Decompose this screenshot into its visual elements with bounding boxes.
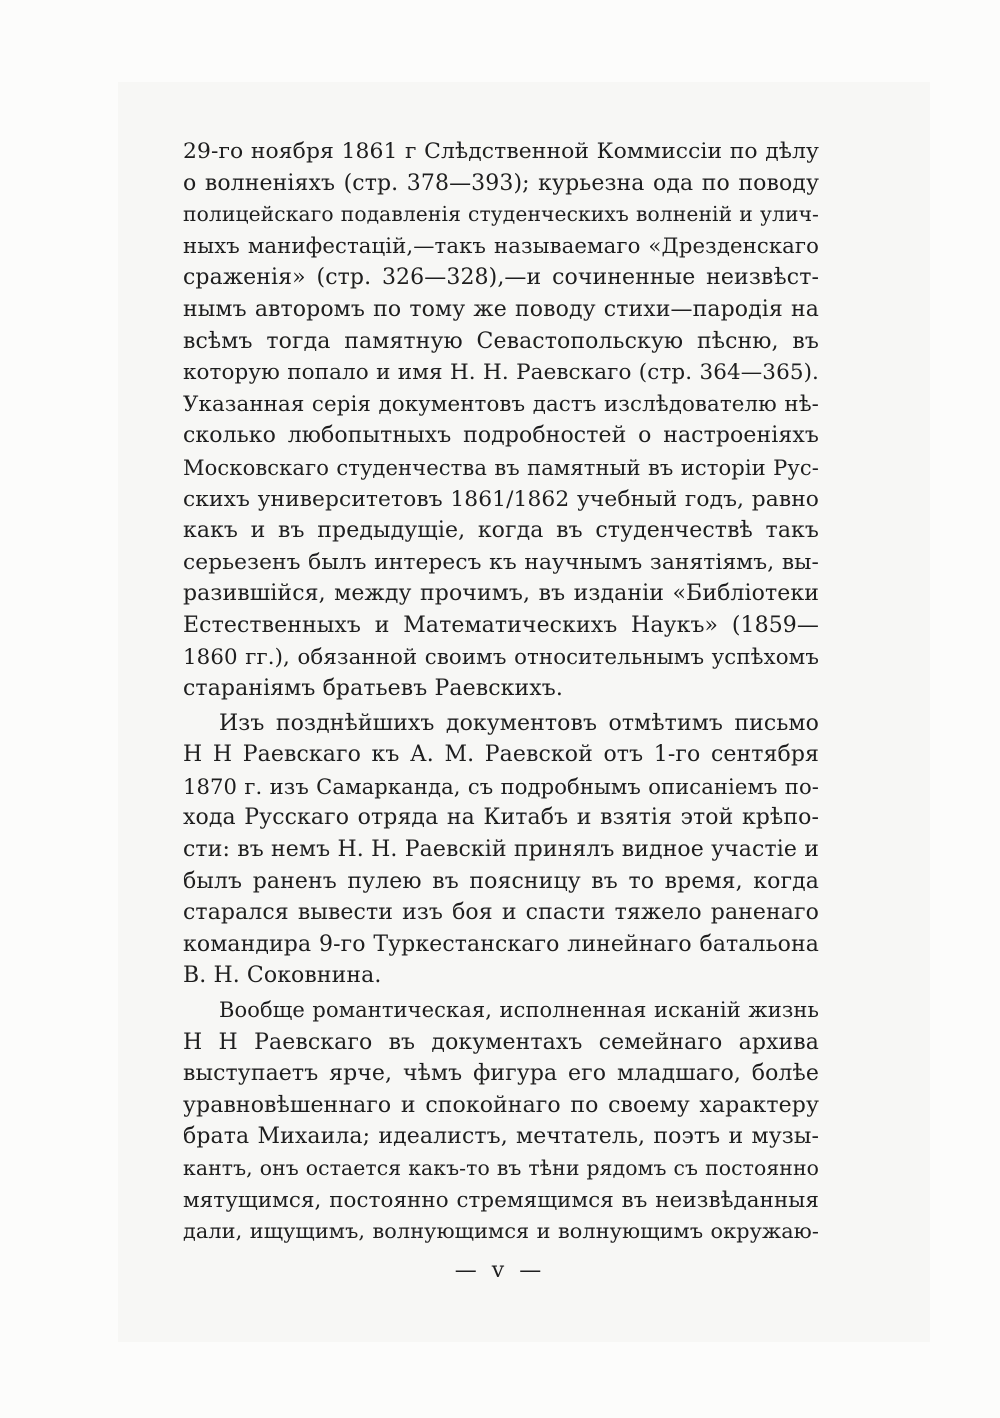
text-line: Изъ позднѣйшихъ документовъ отмѣтимъ письмо	[219, 710, 819, 736]
text-line: нымъ авторомъ по тому же поводу стихи—пародія на	[183, 296, 819, 322]
text-line: разившійся, между прочимъ, въ изданіи «Библіотеки	[183, 581, 819, 607]
text-line: выступаетъ ярче, чѣмъ фигура его младшаго, болѣе	[183, 1061, 819, 1087]
text-line: о волненіяхъ (стр. 378—393); курьезна ода по поводу	[183, 170, 819, 196]
page-number: — v —	[454, 1258, 546, 1283]
text-line: командира 9-го Туркестанскаго линейнаго батальона	[183, 931, 819, 957]
paragraph-2	[183, 708, 819, 992]
text-line: хода Русскаго отряда на Китабъ и взятія этой крѣпо-	[183, 805, 819, 831]
text-line: В. Н. Соковнина.	[183, 963, 382, 989]
text-line: мятущимся, постоянно стремящимся въ неизвѣданныя	[183, 1187, 819, 1213]
text-line: брата Михаила; идеалистъ, мечтатель, поэтъ и музы-	[183, 1124, 819, 1150]
paragraph-1	[183, 136, 819, 705]
text-line: 29-го ноября 1861 г Слѣдственной Коммиссіи по дѣлу	[183, 139, 819, 164]
text-line: кантъ, онъ остается какъ-то въ тѣни рядомъ съ постоянно	[183, 1156, 819, 1180]
text-line: сраженія» (стр. 326—328),—и сочиненные неизвѣст-	[183, 265, 819, 291]
text-line: ныхъ манифестацій,—такъ называемаго «Дрезденскаго	[183, 233, 819, 259]
text-line: какъ и въ предыдущіе, когда въ студенчествѣ такъ	[183, 518, 819, 544]
text-line: дали, ищущимъ, волнующимся и волнующимъ окружаю-	[183, 1219, 819, 1244]
text-line: Вообще романтическая, исполненная исканій жизнь	[219, 998, 819, 1023]
text-line: сти: въ немъ Н. Н. Раевскій принялъ видное участіе и	[183, 837, 819, 863]
body-text	[183, 136, 819, 1248]
text-line: Указанная серія документовъ дастъ изслѣдователю нѣ-	[183, 391, 819, 417]
text-line: Н Н Раевскаго къ А. М. Раевской отъ 1-го сентября	[183, 742, 819, 768]
text-line: 1860 гг.), обязанной своимъ относительнымъ успѣхомъ	[183, 644, 819, 670]
text-line: которую попало и имя Н. Н. Раевскаго (стр. 364—365).	[183, 360, 819, 386]
text-line: стараніямъ братьевъ Раевскихъ.	[183, 676, 563, 702]
text-line: 1870 г. изъ Самарканда, съ подробнымъ описаніемъ по-	[183, 773, 819, 799]
text-line: сколько любопытныхъ подробностей о настроеніяхъ	[183, 423, 819, 449]
text-line: уравновѣшеннаго и спокойнаго по своему характеру	[183, 1092, 819, 1118]
text-line: Н Н Раевскаго въ документахъ семейнаго архива	[183, 1029, 819, 1055]
text-line: былъ раненъ пулею въ поясницу въ то время, когда	[183, 868, 819, 894]
text-line: старался вывести изъ боя и спасти тяжело раненаго	[183, 900, 819, 926]
text-line: скихъ университетовъ 1861/1862 учебный годъ, равно	[183, 486, 819, 512]
text-line: Естественныхъ и Математическихъ Наукъ» (1859—	[183, 612, 819, 638]
text-line: серьезенъ былъ интересъ къ научнымъ занятіямъ, вы-	[183, 549, 819, 575]
text-line: всѣмъ тогда памятную Севастопольскую пѣсню, въ	[183, 328, 819, 354]
text-line: Московскаго студенчества въ памятный въ исторіи Рус-	[183, 454, 819, 480]
paragraph-3	[183, 995, 819, 1248]
text-line: полицейскаго подавленія студенческихъ волненій и улич-	[183, 202, 819, 227]
